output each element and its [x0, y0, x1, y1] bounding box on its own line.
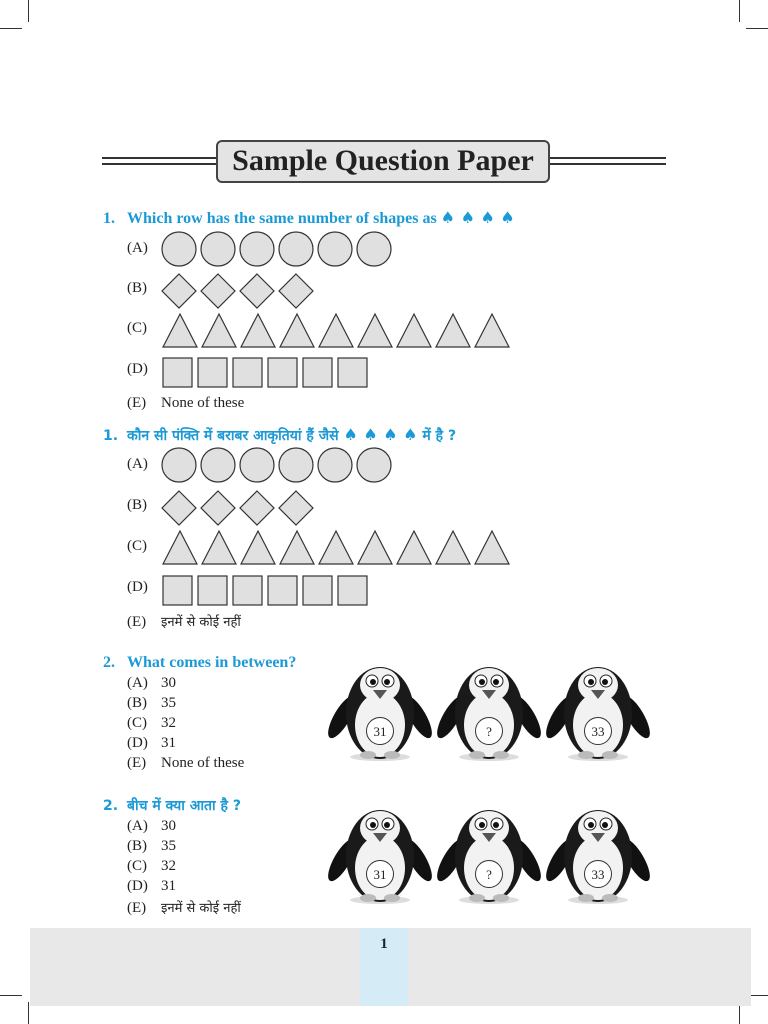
option-label: (D) — [127, 579, 148, 595]
option-item: (B) 35 — [127, 695, 176, 711]
shape-row — [162, 447, 402, 485]
square-shape — [303, 576, 332, 605]
spade-icon: ♠ ♠ ♠ ♠ — [440, 208, 515, 227]
square-shape — [268, 358, 297, 387]
option-label: (D) — [127, 361, 148, 377]
circle-shape — [201, 448, 235, 482]
penguin-number-badge: 31 — [366, 717, 394, 745]
circle-shape — [201, 232, 235, 266]
triangle-shape — [202, 531, 236, 564]
option-item: (C) 32 — [127, 715, 176, 731]
question-text — [103, 425, 456, 445]
penguin-figure — [437, 798, 541, 904]
question-label: बीच में क्या आता है ? — [127, 798, 241, 814]
diamond-shape — [240, 274, 274, 308]
penguin-number-badge: 33 — [584, 860, 612, 888]
triangle-shape — [436, 531, 470, 564]
crop-mark — [746, 28, 768, 29]
page-title: Sample Question Paper — [232, 144, 534, 177]
question-suffix: में है ? — [422, 428, 457, 444]
shape-row — [162, 231, 402, 269]
question-number: 2. — [103, 798, 119, 814]
triangle-shape — [280, 314, 314, 347]
penguin-figure — [546, 655, 650, 761]
option-label: (B) — [127, 497, 147, 513]
triangle-shape — [241, 531, 275, 564]
triangle-shape — [358, 531, 392, 564]
square-shape — [268, 576, 297, 605]
question-text — [103, 654, 296, 672]
option-item: (E) None of these — [127, 395, 245, 411]
circle-shape — [162, 232, 196, 266]
option-item: (B) 35 — [127, 838, 176, 854]
crop-mark — [28, 0, 29, 22]
square-shape — [338, 358, 367, 387]
question-label: कौन सी पंक्ति में बराबर आकृतियां हैं जैसे — [127, 428, 339, 444]
option-item: (D) 31 — [127, 735, 176, 751]
shape-row — [162, 273, 322, 309]
title-rule-left — [102, 157, 216, 159]
triangle-shape — [436, 314, 470, 347]
triangle-shape — [475, 531, 509, 564]
shape-row — [162, 530, 522, 566]
penguin-number-badge: ? — [475, 860, 503, 888]
option-item: (E) None of these — [127, 755, 245, 771]
option-item: (D) 31 — [127, 878, 176, 894]
crop-mark — [0, 28, 22, 29]
question-number: 1. — [103, 428, 119, 444]
square-shape — [198, 358, 227, 387]
title-rule-right — [550, 163, 666, 165]
option-item: (A) 30 — [127, 818, 176, 834]
shape-row — [162, 490, 322, 526]
option-item: (E) इनमें से कोई नहीं — [127, 900, 241, 916]
penguin-figure — [328, 655, 432, 761]
title-rule-left — [102, 163, 216, 165]
square-shape — [303, 358, 332, 387]
triangle-shape — [241, 314, 275, 347]
circle-shape — [318, 448, 352, 482]
circle-shape — [318, 232, 352, 266]
question-text — [103, 208, 515, 228]
circle-shape — [357, 232, 391, 266]
diamond-shape — [162, 274, 196, 308]
triangle-shape — [358, 314, 392, 347]
triangle-shape — [163, 531, 197, 564]
question-number: 1. — [103, 210, 115, 227]
option-label: (C) — [127, 538, 147, 554]
penguin-number-badge: ? — [475, 717, 503, 745]
diamond-shape — [279, 274, 313, 308]
diamond-shape — [201, 274, 235, 308]
option-label: (C) — [127, 320, 147, 336]
option-item: (E) इनमें से कोई नहीं — [127, 614, 241, 630]
penguin-figure — [546, 798, 650, 904]
page-number: 1 — [380, 936, 388, 952]
square-shape — [233, 358, 262, 387]
circle-shape — [279, 232, 313, 266]
option-label: (A) — [127, 456, 148, 472]
penguin-number-badge: 33 — [584, 717, 612, 745]
circle-shape — [162, 448, 196, 482]
shape-row — [162, 313, 522, 349]
triangle-shape — [397, 531, 431, 564]
square-shape — [198, 576, 227, 605]
crop-mark — [739, 0, 740, 22]
diamond-shape — [162, 491, 196, 525]
triangle-shape — [280, 531, 314, 564]
square-shape — [163, 576, 192, 605]
square-shape — [233, 576, 262, 605]
question-number: 2. — [103, 654, 115, 671]
square-shape — [338, 576, 367, 605]
circle-shape — [240, 448, 274, 482]
option-label: (B) — [127, 280, 147, 296]
penguin-figure — [437, 655, 541, 761]
shape-row — [162, 575, 382, 607]
penguin-number-badge: 31 — [366, 860, 394, 888]
penguin-row — [328, 655, 658, 765]
title-rule-right — [550, 157, 666, 159]
triangle-shape — [319, 531, 353, 564]
triangle-shape — [475, 314, 509, 347]
option-item: (C) 32 — [127, 858, 176, 874]
spade-icon: ♠ ♠ ♠ ♠ — [343, 425, 418, 444]
triangle-shape — [163, 314, 197, 347]
square-shape — [163, 358, 192, 387]
crop-mark — [0, 995, 22, 996]
shape-row — [162, 357, 382, 389]
diamond-shape — [279, 491, 313, 525]
option-item: (A) 30 — [127, 675, 176, 691]
circle-shape — [279, 448, 313, 482]
circle-shape — [357, 448, 391, 482]
triangle-shape — [397, 314, 431, 347]
question-label: Which row has the same number of shapes as — [127, 210, 437, 227]
diamond-shape — [201, 491, 235, 525]
triangle-shape — [319, 314, 353, 347]
question-text — [103, 796, 241, 815]
crop-mark — [28, 1002, 29, 1024]
circle-shape — [240, 232, 274, 266]
question-label: What comes in between? — [127, 654, 297, 671]
penguin-figure — [328, 798, 432, 904]
penguin-row — [328, 798, 658, 908]
option-label: (A) — [127, 240, 148, 256]
triangle-shape — [202, 314, 236, 347]
diamond-shape — [240, 491, 274, 525]
